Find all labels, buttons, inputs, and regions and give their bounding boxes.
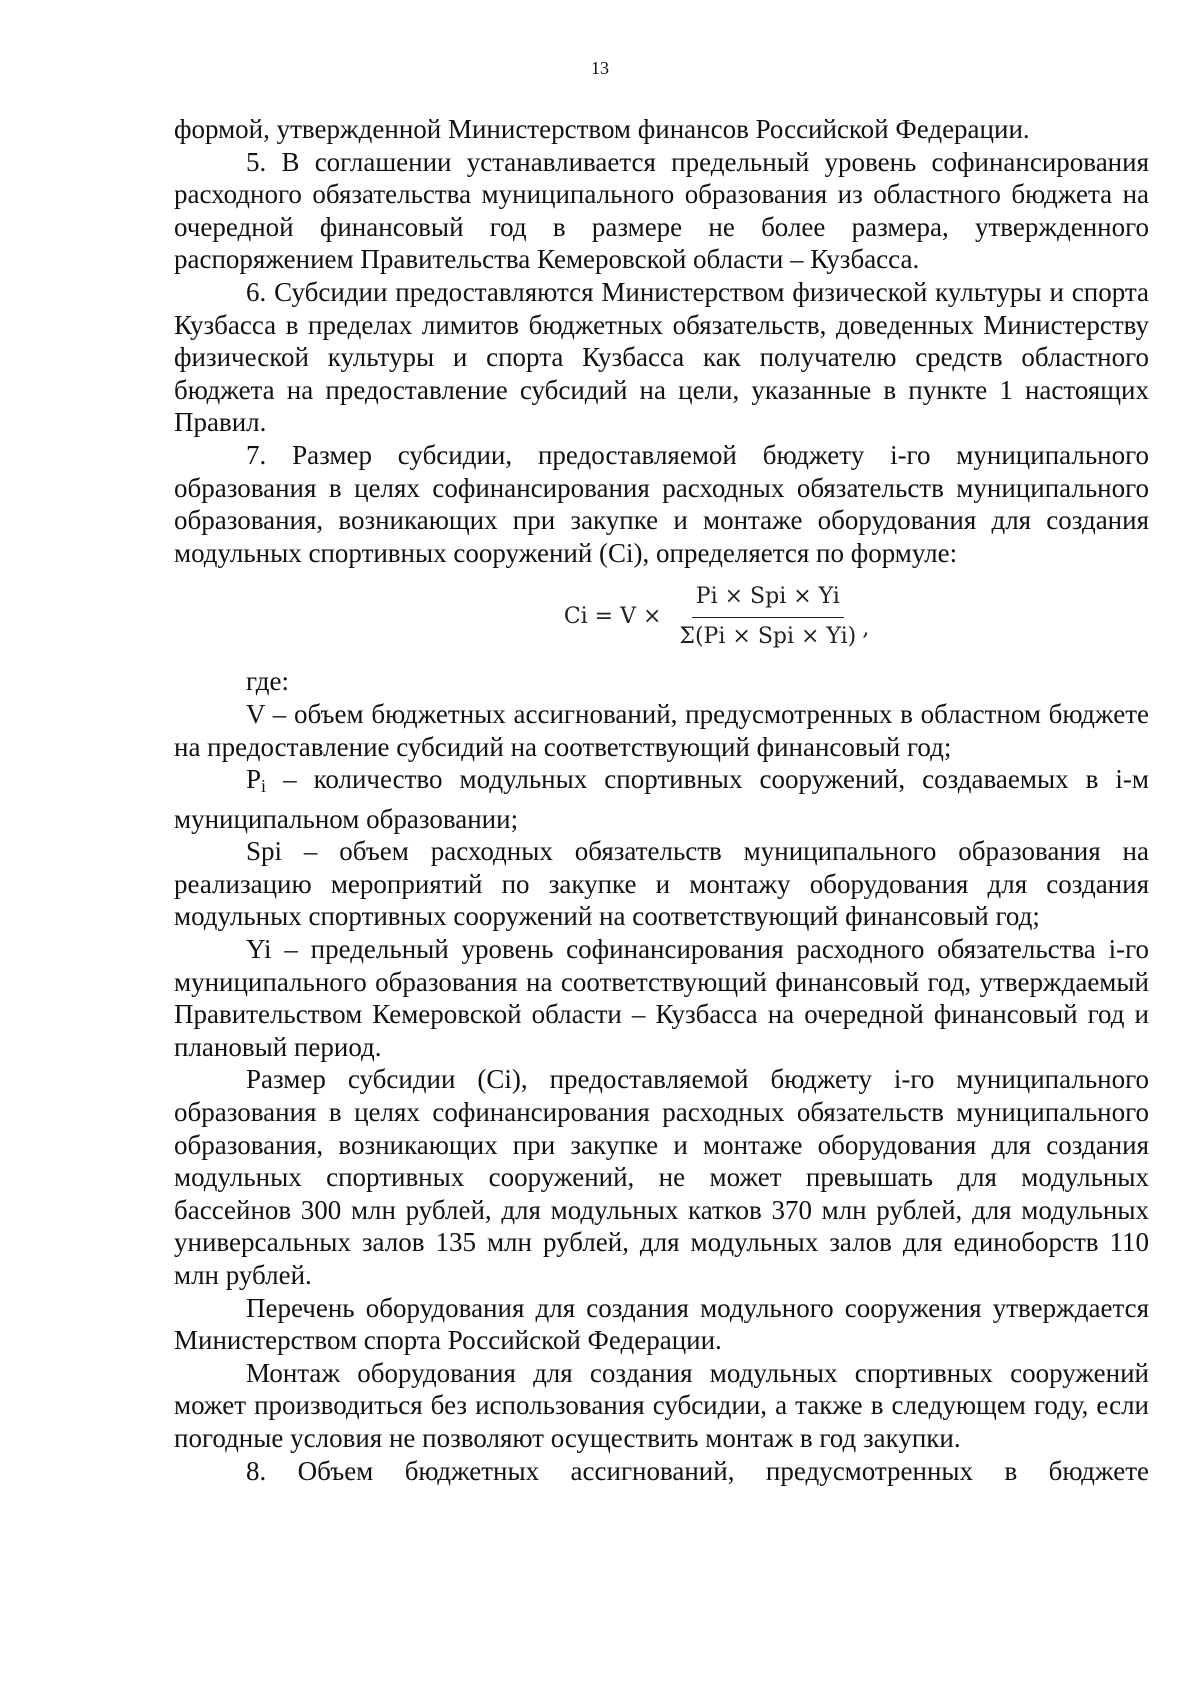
definition-pi-symbol: P [246,764,262,795]
paragraph-item-7: 7. Размер субсидии, предоставляемой бюджету i-го муниципального образования в целях софинансирования расходных обязательств муниципального образования, возникающих при закупке и монтаже оборудования для создания модульных спортивных сооружений (Ci), определяется по формуле: [174,439,1149,568]
subsidy-formula [174,569,1149,665]
paragraph-item-5: 5. В соглашении устанавливается предельный уровень софинансирования расходного обязательства муниципального образования из областного бюджета на очередной финансовый год в размере не более размера, утвержденного распоряжением Правительства Кемеровской области – Кузбасса. [174,146,1149,275]
formula-fraction [675,581,860,653]
formula-comma: , [862,615,870,641]
definition-pi [174,763,1149,835]
definition-v: V – объем бюджетных ассигнований, предусмотренных в областном бюджете на предоставление субсидий на соответствующий финансовый год; [174,698,1149,762]
page-number: 13 [591,58,609,78]
definition-spi: Spi – объем расходных обязательств муниципального образования на реализацию мероприятий по закупке и монтажу оборудования для создания модульных спортивных сооружений на соответствующий финансовый год; [174,836,1149,932]
definition-yi: Yi – предельный уровень софинансирования расходного обязательства i-го муниципального образования на соответствующий финансовый год, утверждаемый Правительством Кемеровской области – Кузбасса на очередной финансовый год и плановый период. [174,934,1149,1062]
formula-numerator: Pi × Spi × Yi [692,581,844,618]
where-label: где: [246,666,289,697]
paragraph-continuation: формой, утвержденной Министерством финансов Российской Федерации. [174,114,1030,144]
document-body [174,113,1149,1487]
paragraph-item-8: 8. Объем бюджетных ассигнований, предусмотренных в бюджете [246,1455,1149,1486]
definition-pi-text: – количество модульных спортивных сооружений, создаваемых в i-м муниципальном образовании; [174,764,1149,834]
paragraph-subsidy-limits: Размер субсидии (Ci), предоставляемой бюджету i-го муниципального образования в целях софинансирования расходных обязательств муниципального образования, возникающих при закупке и монтаже оборудования для создания модульных спортивных сооружений, не может превышать для модульных бассейнов 300 млн рублей, для модульных катков 370 млн рублей, для модульных универсальных залов 135 млн рублей, для модульных залов для единоборств 110 млн рублей. [174,1064,1149,1290]
formula-denominator: Σ(Pi × Spi × Yi) [679,623,857,649]
definition-pi-subscript: i [261,776,267,797]
formula-lhs: Ci = V × [563,604,662,630]
paragraph-equipment-list: Перечень оборудования для создания модульного сооружения утверждается Министерством спорта Российской Федерации. [174,1292,1149,1356]
paragraph-installation: Монтаж оборудования для создания модульных спортивных сооружений может производиться без использования субсидии, а также в следующем году, если погодные условия не позволяют осуществить монтаж в год закупки. [174,1357,1149,1453]
paragraph-item-6: 6. Субсидии предоставляются Министерством физической культуры и спорта Кузбасса в пределах лимитов бюджетных обязательств, доведенных Министерству физической культуры и спорта Кузбасса как получателю средств областного бюджета на предоставление субсидий на цели, указанные в пункте 1 настоящих Правил. [174,276,1149,438]
